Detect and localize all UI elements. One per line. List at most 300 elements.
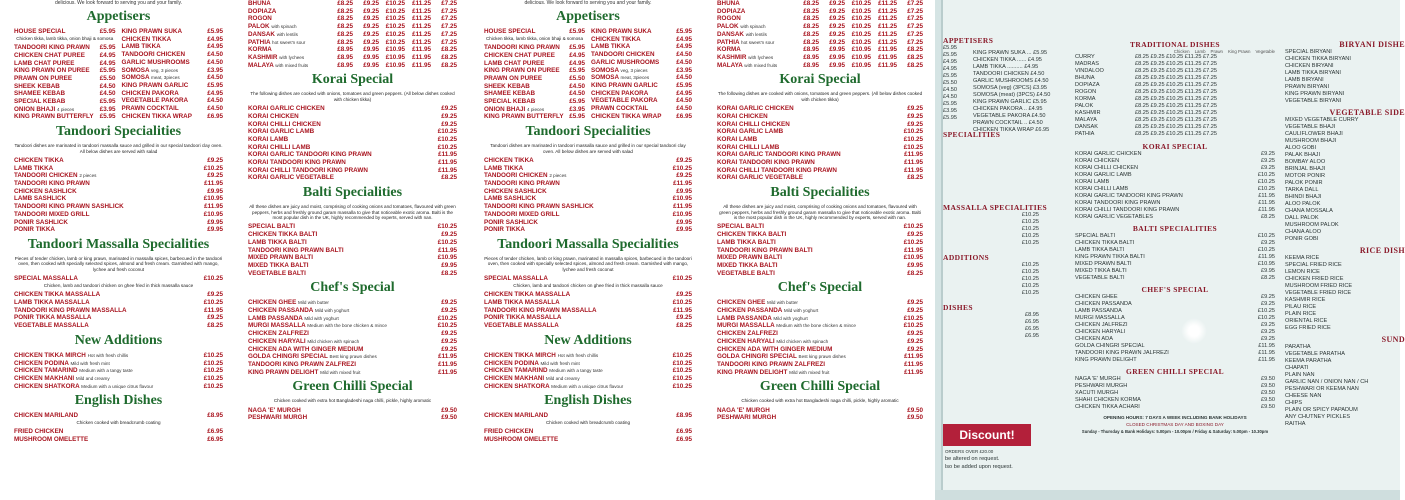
item-price: £4.95 [207,35,223,43]
korai-description: The following dishes are cooked with onions, tomatoes and green peppers. (All below dishes cooked with chicken tikka) [717,91,923,102]
item-name [591,105,672,113]
chef-row-price: £11.95 [1258,350,1275,356]
item-name-text: TANDOORI KING PRAWN ZALFREZI [248,360,356,368]
menu-item [484,367,692,375]
curry-price: £7.25 [441,38,457,46]
item-name-text: KORAI CHILLI CHICKEN [717,120,790,128]
curry-price: £9.25 [829,0,845,7]
item-name [484,352,658,360]
english-heading: English Dishes [74,393,163,409]
item-name [248,144,423,152]
curry-price: £9.95 [829,46,845,54]
item-price: £10.25 [903,322,923,330]
curry-price: £8.25 [441,46,457,54]
veg-item: CHANA ALOO [1285,229,1322,235]
menu-item [14,106,116,114]
menu-item [484,98,585,106]
korai-row [1075,207,1275,214]
menu-item [122,97,224,105]
chef-list [717,299,923,376]
trad-name: CURRY [1075,54,1095,60]
chef-row-name: LAMB PASSANDA [1075,308,1122,314]
chef-row [1075,322,1275,329]
item-price: £4.50 [207,74,223,82]
item-price: £11.95 [438,360,457,368]
item-detail: Mild chicken with spinach [307,338,360,344]
item-price: £11.95 [904,166,923,174]
menu-item [484,188,692,196]
menu-item [484,291,692,299]
green-row [1075,390,1275,397]
item-detail: Best king prawn dishes [798,354,846,360]
menu-item [14,44,116,52]
menu-item [717,361,923,369]
rice-item: SPECIAL FRIED RICE [1285,262,1342,268]
item-price: £5.95 [569,98,585,106]
item-name-text: TANDOORI KING PRAWN SASHLICK [14,203,124,211]
item-price: £11.95 [204,180,223,188]
item-name [122,90,204,98]
curry-price: £7.25 [907,15,923,23]
item-name-text: NAGA 'E' MURGH [248,406,301,414]
chef-row-price: £9.25 [1261,294,1275,300]
chef-row [1075,350,1275,357]
curry-price: £8.25 [337,15,353,23]
item-name-text: LAMB PASSANDA [248,314,303,322]
item-name-text: CHICKEN SASHLICK [14,187,77,195]
item-name-text: SHAMEE KEBAB [484,90,536,98]
sundries-item: GARLIC NAN / ONION NAN / CH [1285,379,1369,385]
menu-item [484,28,585,36]
item-name [591,67,672,75]
item-name-text: SPECIAL KEBAB [484,98,536,106]
item-name [484,67,565,75]
board-hours-1: OPENING HOURS: 7 DAYS A WEEK INCLUDING BANK HOLIDAYS [1103,415,1247,420]
korai-row-price: £11.95 [1258,200,1275,206]
menu-item [122,59,224,67]
veg-item: CAULIFLOWER BHAJI [1285,131,1343,137]
trad-name: DOPIAZA [1075,82,1100,88]
item-price: £9.25 [907,231,923,239]
item-name [14,428,189,436]
item-price: £10.25 [437,128,457,136]
item-name [717,174,889,182]
sundries-item: PLAIN OR SPICY PAPADUM [1285,407,1358,413]
menu-item [14,299,223,307]
curry-price: £8.25 [803,0,819,7]
curry-price: £9.25 [363,15,379,23]
menu-item [484,275,692,283]
curry-price: £11.25 [412,23,431,31]
item-name-text: CHICKEN HARYALI [717,337,775,345]
menu-item [717,414,923,422]
curry-price: £10.95 [851,46,871,54]
item-name [717,113,889,121]
item-name [717,307,889,315]
item-detail: Mild with yoghurt [314,308,350,314]
chef-row-price: £11.95 [1258,343,1275,349]
menu-item [14,322,223,330]
board-appetiser: KING PRAWN SUKA ... £5.95 [973,50,1048,56]
korai-row [1075,172,1275,179]
item-price: £10.25 [903,223,923,231]
curry-price: £10.95 [385,61,405,69]
item-price: £4.95 [99,59,116,67]
korai-list [248,105,457,182]
item-name-text: CHICKEN MAKHANI [484,374,545,382]
trad-prices: £8.25 £9.25 £10.25 £11.25 £7.25 [1135,103,1218,109]
item-price: £10.25 [672,275,692,283]
curry-price: £7.25 [441,23,457,31]
menu-item [14,219,223,227]
item-price: £9.25 [207,314,223,322]
green-row-price: £9.50 [1261,376,1275,382]
menu-item [248,136,457,144]
menu-item [591,90,692,98]
item-detail: 2 pieces [549,173,567,179]
balti-row-name: CHICKEN TIKKA BALTI [1075,240,1135,246]
trad-name: MALAYA [1075,117,1097,123]
item-name [717,144,889,152]
item-name [484,75,565,83]
chef-row [1075,308,1275,315]
item-name-text: SOMOSA [591,66,619,74]
menu-item [14,383,223,391]
chef-heading: Chef's Special [777,280,863,296]
item-name-text: CHICKEN TIKKA MASSALLA [14,291,101,299]
item-name [122,43,204,51]
item-name-text: SPECIAL MASSALLA [14,275,78,283]
menu-item [14,157,223,165]
curry-price: £10.25 [385,15,405,23]
curry-price: £7.25 [441,0,457,7]
menu-item [14,436,223,444]
menu-item [591,82,692,90]
item-price: £4.50 [676,74,692,82]
item-price: £6.95 [676,436,692,444]
menu-item [484,90,585,98]
item-price: £9.25 [441,105,457,113]
menu-item [484,44,585,52]
board-note-2: lso be added upon request. [945,464,1013,470]
menu-item [717,223,923,231]
korai-row-price: £11.95 [1258,193,1275,199]
korai-row [1075,214,1275,221]
item-detail: Hot with fresh chillis [557,352,599,358]
board-price: £6.95 [1025,333,1039,339]
board-chef-heading: CHEF'S SPECIAL [1141,285,1209,294]
curry-name [717,54,793,62]
trad-name: DANSAK [1075,124,1099,130]
item-price: £10.25 [672,164,692,172]
item-name-text: CHICKEN PASSANDA [248,307,314,315]
curry-price: £11.25 [878,23,897,31]
curry-row [248,31,457,39]
menu-item [484,322,692,330]
item-name-text: KING PRAWN DELIGHT [717,368,788,376]
menu-item [717,136,923,144]
rice-item: KASHMIR RICE [1285,297,1326,303]
item-name [122,36,204,44]
item-name [484,412,658,420]
item-price: £9.25 [907,299,923,307]
item-detail: Best king prawn dishes [329,354,377,360]
massalla-description: Pieces of tender chicken, lamb or king prawn, marinated in massalla spices, barbecued in the tandoori oven, then cooked with specially selected spices, almond and fresh cream. Garnished with mango, lychee and fresh coconut [14,255,223,272]
item-name-text: LAMB TIKKA BALTI [248,238,307,246]
curry-price: £10.25 [385,23,405,31]
item-price: £8.25 [907,269,923,277]
menu-item [591,67,692,75]
item-price: £9.25 [907,112,923,120]
board-price: £10.25 [1021,262,1039,268]
menu-item [14,165,223,173]
item-price: £4.50 [207,105,223,113]
menu-item [484,211,692,219]
menu-item [248,223,457,231]
item-name-text: KORAI GARLIC LAMB [717,128,784,136]
menu-item [248,144,457,152]
item-price: £4.95 [676,89,692,97]
item-name-text: CHICKEN SHATKORA [484,382,550,390]
item-price: £8.25 [207,322,223,330]
item-price: £10.25 [672,359,692,367]
item-name [591,82,672,90]
item-name-text: TANDOORI KING PRAWN ZALFREZI [717,360,825,368]
item-name [122,28,204,36]
korai-row-price: £10.25 [1257,186,1275,192]
curry-name-text: DOPIAZA [717,7,746,15]
curry-price: £10.95 [385,46,405,54]
item-name-text: SPECIAL MASSALLA [484,275,548,283]
item-name-text: TANDOORI CHICKEN [121,51,186,59]
item-name [717,128,889,136]
item-name-text: CHICKEN HARYALI [248,337,306,345]
curry-price: £8.25 [337,38,353,46]
trad-prices: £8.25 £9.25 £10.25 £11.25 £7.25 [1135,124,1218,130]
item-detail: Mild with fresh mint [70,360,110,366]
item-price: £9.25 [441,299,457,307]
trad-col-header: Prawn [1210,49,1223,54]
item-name [484,90,565,98]
korai-row [1075,179,1275,186]
item-name-text: KORAI CHILLI TANDOORI KING PRAWN [717,166,837,174]
balti-row [1075,268,1275,275]
menu-item [717,231,923,239]
item-name [717,254,889,262]
curry-price: £10.25 [851,30,871,38]
item-name [717,167,889,175]
menu-page-2-copy [705,0,935,500]
item-name [484,211,658,219]
menu-item [14,367,223,375]
item-name-text: LAMB TIKKA MASSALLA [484,299,560,307]
green-chilli-heading: Green Chilli Special [759,379,881,395]
green-row-name: XACUTI MURGH [1075,390,1119,396]
curry-name-text: PALOK [248,23,270,31]
curry-price: £10.25 [385,7,405,15]
biryani-item: KING PRAWN BIRYANI [1285,91,1345,97]
curry-price: £9.25 [829,30,845,38]
menu-item [484,67,585,75]
menu-item [484,60,585,68]
item-price: £5.95 [99,28,116,35]
menu-item [591,51,692,59]
curry-name-text: KASHMIR [248,53,278,61]
menu-item [122,90,224,98]
item-name [717,262,889,270]
item-price: £11.95 [904,246,923,254]
board-price: £10.25 [1021,233,1039,239]
item-name [14,299,189,307]
curry-detail: with lychees [748,54,774,60]
rice-item: EGG FRIED RICE [1285,325,1331,331]
sundries-item: CHIPS [1285,400,1303,406]
item-name-text: KING PRAWN ON PUREE [484,67,560,75]
veg-item: MOTOR PONIR [1285,173,1325,179]
item-name-text: CHICKEN GHEE [717,299,766,307]
menu-item [14,352,223,360]
curry-price: £8.95 [337,61,353,69]
curry-name-text: ROGON [717,15,741,23]
menu-item [14,90,116,98]
appetisers-heading: Appetisers [86,9,151,24]
green-row-price: £9.50 [1261,390,1275,396]
item-name-text: CHICKEN MARILAND [484,412,549,420]
item-name-text: LAMB TIKKA MASSALLA [14,299,90,307]
trad-name: KORMA [1075,96,1096,102]
item-name [248,322,423,330]
curry-name-text: PATHIA [717,38,740,46]
appetisers-list [484,28,692,121]
item-price: £10.25 [203,351,223,359]
item-name-text: HOUSE SPECIAL [484,28,536,35]
item-price: £9.25 [676,314,692,322]
menu-item [248,346,457,354]
curry-name [248,15,327,23]
item-name-text: MIXED TIKKA BALTI [717,261,778,269]
menu-item [484,157,692,165]
item-name-text: VEGETABLE MASSALLA [14,322,89,330]
item-name-text: SHEEK KEBAB [14,82,60,90]
new-additions-heading: New Additions [74,332,163,348]
menu-item [591,28,692,36]
curry-detail: hot sweet'n sour [272,39,306,45]
board-price: £4.50 [943,94,957,100]
item-price: £5.95 [569,44,585,52]
item-detail: Medium with a unique citrus flavour [551,383,624,389]
menu-item [248,414,457,422]
board-price: £5.95 [943,115,957,121]
item-name [591,59,672,67]
item-name-text: SPECIAL KEBAB [14,98,66,106]
item-name [717,247,889,255]
item-name [248,307,423,315]
board-appetiser: CHICKEN PAKORA .. £4.95 [973,106,1043,112]
item-name-text: TANDOORI CHICKEN [14,172,78,180]
item-price: £8.25 [441,174,457,182]
item-name [484,307,658,315]
item-name [248,414,423,422]
item-name [248,113,423,121]
curry-price: £8.25 [803,38,819,46]
korai-row-name: KORAI CHILLI TANDOORI KING PRAWN [1075,207,1180,213]
curry-price: £10.25 [385,0,405,7]
chef-row [1075,336,1275,343]
menu-item [717,239,923,247]
balti-list [248,223,457,277]
curry-name [717,39,793,47]
balti-description: All these dishes are juicy and moist, comprising of cooking onions and tomatoes, flavoured with green peppers, herbs and freshly ground garam massalla to give that noticeable exotic aroma. Balti is the most popular dish in the UK, highly recommended by experts, served with nan. [719,204,921,220]
item-name [248,231,423,239]
curry-price: £7.25 [441,30,457,38]
massalla-heading: Tandoori Massalla Specialities [27,236,210,252]
tandoori-heading: Tandoori Specialities [55,124,182,140]
veg-item: PONIR GOBI [1285,236,1319,242]
item-price: £8.95 [676,412,692,420]
korai-row-name: KORAI GARLIC CHICKEN [1075,151,1142,157]
item-name [248,151,423,159]
board-price: £10.25 [1021,269,1039,275]
rice-item: PILAU RICE [1285,304,1317,310]
curry-price: £10.25 [385,38,405,46]
board-green-heading: GREEN CHILLI SPECIAL [1125,367,1225,376]
item-detail: Medium with the bone chicken & mince [307,323,387,329]
item-name-text: PONIR TIKKA MASSALLA [14,314,92,322]
item-name [248,330,423,338]
menu-item [717,151,923,159]
item-name-text: SPECIAL BALTI [717,223,764,231]
chef-row [1075,301,1275,308]
korai-row [1075,158,1275,165]
curry-price: £7.25 [907,23,923,31]
balti-heading: Balti Specialities [302,185,403,201]
item-price: £9.25 [441,330,457,338]
trad-prices: £8.25 £9.25 £10.25 £11.25 £7.25 [1135,110,1218,116]
item-detail: Mild and creamy [75,375,110,381]
item-name-text: PONIR TIKKA [14,226,55,234]
sundries-item: VEGETABLE PARATHA [1285,351,1345,357]
item-name [248,299,423,307]
item-name [14,436,189,444]
curry-price: £11.25 [412,15,431,23]
curry-name-text: KORMA [248,46,272,54]
item-name-text: CHICKEN PAKORA [121,89,179,97]
menu-item [122,82,224,90]
menu-item [248,330,457,338]
item-name [484,52,565,60]
item-detail: Mild with yoghurt [304,315,339,321]
item-price: £11.95 [904,360,923,368]
green-row-name: PESHWARI MURGH [1075,383,1128,389]
item-name-text: TANDOORI KING PRAWN [14,44,90,52]
veg-item: MUSHROOM PALOK [1285,222,1339,228]
korai-row-name: KORAI TANDOORI KING PRAWN [1075,200,1161,206]
item-name-text: SOMOSA [121,66,150,74]
item-price: £9.95 [907,261,923,269]
item-name [484,157,658,165]
curry-detail: hot sweet'n sour [741,39,775,45]
item-price: £11.95 [438,151,457,159]
item-name-text: TANDOORI KING PRAWN MASSALLA [484,306,597,314]
green-row [1075,404,1275,411]
curry-name [248,31,327,39]
item-price: £9.25 [441,307,457,315]
curry-price: £11.25 [412,38,431,46]
board-appetiser: CHICKEN TIKKA WRAP £6.95 [973,127,1050,133]
item-name [484,291,658,299]
item-name-text: LAMB TIKKA [14,164,54,172]
item-name [14,60,96,68]
